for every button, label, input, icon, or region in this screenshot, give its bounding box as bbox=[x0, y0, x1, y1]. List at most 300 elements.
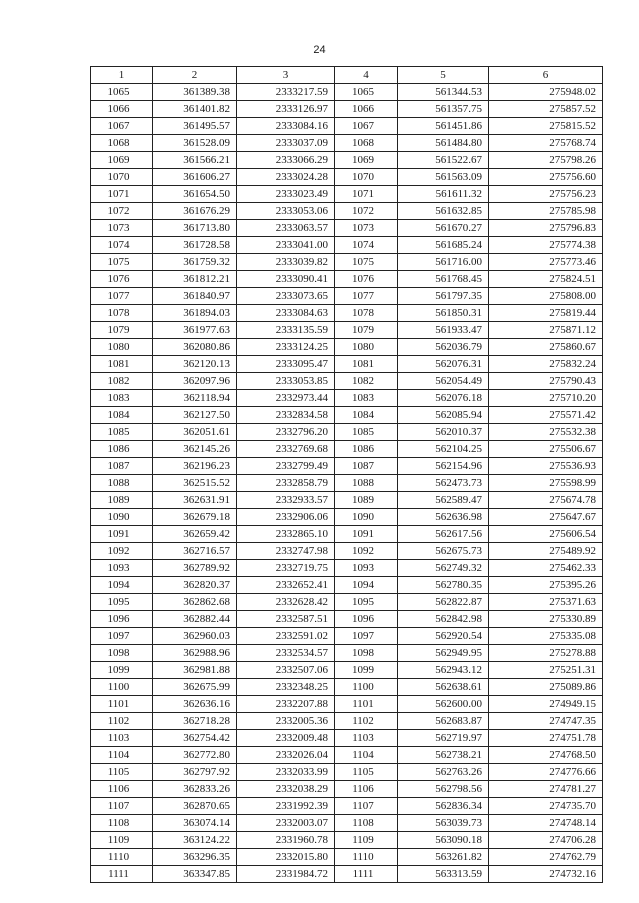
point-number-b: 1107 bbox=[335, 798, 398, 815]
y-coordinate-b: 274735.70 bbox=[489, 798, 603, 815]
y-coordinate-a: 2332858.79 bbox=[237, 475, 335, 492]
table-row bbox=[91, 747, 603, 764]
y-coordinate-b: 275774.38 bbox=[489, 237, 603, 254]
y-coordinate-a: 2332026.04 bbox=[237, 747, 335, 764]
point-number-b: 1099 bbox=[335, 662, 398, 679]
y-coordinate-a: 2332769.68 bbox=[237, 441, 335, 458]
x-coordinate-a: 362718.28 bbox=[153, 713, 237, 730]
point-number-a: 1071 bbox=[91, 186, 153, 203]
y-coordinate-a: 2333217.59 bbox=[237, 84, 335, 101]
table-row bbox=[91, 220, 603, 237]
y-coordinate-b: 275335.08 bbox=[489, 628, 603, 645]
table-row bbox=[91, 781, 603, 798]
y-coordinate-b: 274751.78 bbox=[489, 730, 603, 747]
x-coordinate-a: 362515.52 bbox=[153, 475, 237, 492]
table-row bbox=[91, 84, 603, 101]
point-number-a: 1099 bbox=[91, 662, 153, 679]
point-number-a: 1076 bbox=[91, 271, 153, 288]
y-coordinate-b: 275371.63 bbox=[489, 594, 603, 611]
point-number-b: 1073 bbox=[335, 220, 398, 237]
x-coordinate-a: 361977.63 bbox=[153, 322, 237, 339]
table-row bbox=[91, 543, 603, 560]
x-coordinate-a: 362754.42 bbox=[153, 730, 237, 747]
x-coordinate-b: 563090.18 bbox=[398, 832, 489, 849]
x-coordinate-a: 362833.26 bbox=[153, 781, 237, 798]
point-number-a: 1100 bbox=[91, 679, 153, 696]
x-coordinate-a: 362882.44 bbox=[153, 611, 237, 628]
y-coordinate-a: 2332865.10 bbox=[237, 526, 335, 543]
x-coordinate-a: 363296.35 bbox=[153, 849, 237, 866]
y-coordinate-a: 2332003.07 bbox=[237, 815, 335, 832]
point-number-a: 1084 bbox=[91, 407, 153, 424]
point-number-a: 1108 bbox=[91, 815, 153, 832]
y-coordinate-b: 275796.83 bbox=[489, 220, 603, 237]
x-coordinate-a: 361401.82 bbox=[153, 101, 237, 118]
point-number-b: 1087 bbox=[335, 458, 398, 475]
point-number-b: 1096 bbox=[335, 611, 398, 628]
point-number-b: 1108 bbox=[335, 815, 398, 832]
point-number-b: 1082 bbox=[335, 373, 398, 390]
x-coordinate-b: 561611.32 bbox=[398, 186, 489, 203]
point-number-a: 1109 bbox=[91, 832, 153, 849]
point-number-b: 1085 bbox=[335, 424, 398, 441]
point-number-b: 1111 bbox=[335, 866, 398, 883]
y-coordinate-b: 275647.67 bbox=[489, 509, 603, 526]
x-coordinate-a: 362820.37 bbox=[153, 577, 237, 594]
x-coordinate-b: 562780.35 bbox=[398, 577, 489, 594]
x-coordinate-b: 561768.45 bbox=[398, 271, 489, 288]
x-coordinate-b: 561933.47 bbox=[398, 322, 489, 339]
y-coordinate-a: 2332933.57 bbox=[237, 492, 335, 509]
point-number-a: 1101 bbox=[91, 696, 153, 713]
table-row bbox=[91, 271, 603, 288]
x-coordinate-a: 363124.22 bbox=[153, 832, 237, 849]
point-number-a: 1103 bbox=[91, 730, 153, 747]
point-number-a: 1104 bbox=[91, 747, 153, 764]
x-coordinate-a: 361713.80 bbox=[153, 220, 237, 237]
y-coordinate-b: 275832.24 bbox=[489, 356, 603, 373]
point-number-a: 1089 bbox=[91, 492, 153, 509]
x-coordinate-a: 361759.32 bbox=[153, 254, 237, 271]
table-row bbox=[91, 832, 603, 849]
y-coordinate-b: 275395.26 bbox=[489, 577, 603, 594]
x-coordinate-b: 562104.25 bbox=[398, 441, 489, 458]
y-coordinate-b: 274747.35 bbox=[489, 713, 603, 730]
point-number-b: 1076 bbox=[335, 271, 398, 288]
y-coordinate-a: 2332796.20 bbox=[237, 424, 335, 441]
y-coordinate-b: 275532.38 bbox=[489, 424, 603, 441]
table-row bbox=[91, 492, 603, 509]
point-number-b: 1083 bbox=[335, 390, 398, 407]
x-coordinate-b: 562836.34 bbox=[398, 798, 489, 815]
x-coordinate-a: 361676.29 bbox=[153, 203, 237, 220]
table-row bbox=[91, 509, 603, 526]
table-row bbox=[91, 815, 603, 832]
table-row bbox=[91, 305, 603, 322]
point-number-a: 1096 bbox=[91, 611, 153, 628]
y-coordinate-b: 274776.66 bbox=[489, 764, 603, 781]
point-number-a: 1088 bbox=[91, 475, 153, 492]
point-number-b: 1080 bbox=[335, 339, 398, 356]
y-coordinate-b: 274748.14 bbox=[489, 815, 603, 832]
y-coordinate-a: 2332015.80 bbox=[237, 849, 335, 866]
y-coordinate-a: 2332747.98 bbox=[237, 543, 335, 560]
header-col-6: 6 bbox=[489, 67, 603, 84]
y-coordinate-b: 275808.00 bbox=[489, 288, 603, 305]
y-coordinate-b: 275251.31 bbox=[489, 662, 603, 679]
x-coordinate-b: 561522.67 bbox=[398, 152, 489, 169]
x-coordinate-a: 362870.65 bbox=[153, 798, 237, 815]
y-coordinate-b: 274706.28 bbox=[489, 832, 603, 849]
x-coordinate-a: 362051.61 bbox=[153, 424, 237, 441]
y-coordinate-b: 275606.54 bbox=[489, 526, 603, 543]
y-coordinate-b: 275462.33 bbox=[489, 560, 603, 577]
x-coordinate-a: 362988.96 bbox=[153, 645, 237, 662]
point-number-a: 1067 bbox=[91, 118, 153, 135]
y-coordinate-a: 2332587.51 bbox=[237, 611, 335, 628]
point-number-a: 1110 bbox=[91, 849, 153, 866]
point-number-b: 1101 bbox=[335, 696, 398, 713]
table-row bbox=[91, 628, 603, 645]
y-coordinate-a: 2333024.28 bbox=[237, 169, 335, 186]
point-number-a: 1097 bbox=[91, 628, 153, 645]
y-coordinate-b: 275506.67 bbox=[489, 441, 603, 458]
y-coordinate-a: 2332906.06 bbox=[237, 509, 335, 526]
x-coordinate-b: 562473.73 bbox=[398, 475, 489, 492]
y-coordinate-a: 2333095.47 bbox=[237, 356, 335, 373]
point-number-b: 1072 bbox=[335, 203, 398, 220]
table-row bbox=[91, 322, 603, 339]
point-number-a: 1069 bbox=[91, 152, 153, 169]
point-number-a: 1098 bbox=[91, 645, 153, 662]
x-coordinate-a: 361566.21 bbox=[153, 152, 237, 169]
x-coordinate-a: 362862.68 bbox=[153, 594, 237, 611]
x-coordinate-b: 562154.96 bbox=[398, 458, 489, 475]
x-coordinate-b: 561484.80 bbox=[398, 135, 489, 152]
x-coordinate-a: 362679.18 bbox=[153, 509, 237, 526]
x-coordinate-b: 561797.35 bbox=[398, 288, 489, 305]
x-coordinate-a: 362080.86 bbox=[153, 339, 237, 356]
x-coordinate-a: 362636.16 bbox=[153, 696, 237, 713]
table-row bbox=[91, 730, 603, 747]
x-coordinate-b: 563313.59 bbox=[398, 866, 489, 883]
point-number-b: 1109 bbox=[335, 832, 398, 849]
y-coordinate-a: 2332719.75 bbox=[237, 560, 335, 577]
point-number-b: 1095 bbox=[335, 594, 398, 611]
x-coordinate-b: 561344.53 bbox=[398, 84, 489, 101]
point-number-b: 1066 bbox=[335, 101, 398, 118]
point-number-a: 1077 bbox=[91, 288, 153, 305]
y-coordinate-a: 2333053.85 bbox=[237, 373, 335, 390]
y-coordinate-b: 274768.50 bbox=[489, 747, 603, 764]
y-coordinate-a: 2331960.78 bbox=[237, 832, 335, 849]
x-coordinate-a: 361495.57 bbox=[153, 118, 237, 135]
x-coordinate-b: 562638.61 bbox=[398, 679, 489, 696]
y-coordinate-a: 2333037.09 bbox=[237, 135, 335, 152]
table-row bbox=[91, 458, 603, 475]
x-coordinate-b: 562589.47 bbox=[398, 492, 489, 509]
point-number-a: 1107 bbox=[91, 798, 153, 815]
x-coordinate-b: 561357.75 bbox=[398, 101, 489, 118]
x-coordinate-b: 563039.73 bbox=[398, 815, 489, 832]
y-coordinate-b: 275948.02 bbox=[489, 84, 603, 101]
point-number-b: 1093 bbox=[335, 560, 398, 577]
y-coordinate-b: 275768.74 bbox=[489, 135, 603, 152]
y-coordinate-b: 275756.60 bbox=[489, 169, 603, 186]
x-coordinate-a: 362118.94 bbox=[153, 390, 237, 407]
x-coordinate-a: 363074.14 bbox=[153, 815, 237, 832]
x-coordinate-b: 561632.85 bbox=[398, 203, 489, 220]
point-number-b: 1068 bbox=[335, 135, 398, 152]
x-coordinate-b: 562719.97 bbox=[398, 730, 489, 747]
y-coordinate-a: 2332834.58 bbox=[237, 407, 335, 424]
table-row bbox=[91, 560, 603, 577]
point-number-a: 1094 bbox=[91, 577, 153, 594]
point-number-b: 1098 bbox=[335, 645, 398, 662]
y-coordinate-a: 2332038.29 bbox=[237, 781, 335, 798]
point-number-b: 1105 bbox=[335, 764, 398, 781]
x-coordinate-b: 562822.87 bbox=[398, 594, 489, 611]
table-row bbox=[91, 475, 603, 492]
x-coordinate-a: 362196.23 bbox=[153, 458, 237, 475]
x-coordinate-b: 562749.32 bbox=[398, 560, 489, 577]
x-coordinate-a: 362716.57 bbox=[153, 543, 237, 560]
table-row bbox=[91, 662, 603, 679]
y-coordinate-a: 2331984.72 bbox=[237, 866, 335, 883]
header-col-2: 2 bbox=[153, 67, 237, 84]
y-coordinate-a: 2333084.63 bbox=[237, 305, 335, 322]
x-coordinate-a: 361812.21 bbox=[153, 271, 237, 288]
point-number-a: 1083 bbox=[91, 390, 153, 407]
y-coordinate-a: 2332628.42 bbox=[237, 594, 335, 611]
point-number-b: 1097 bbox=[335, 628, 398, 645]
table-row bbox=[91, 866, 603, 883]
point-number-a: 1092 bbox=[91, 543, 153, 560]
y-coordinate-a: 2333053.06 bbox=[237, 203, 335, 220]
point-number-b: 1075 bbox=[335, 254, 398, 271]
header-col-5: 5 bbox=[398, 67, 489, 84]
table-row bbox=[91, 424, 603, 441]
x-coordinate-a: 362797.92 bbox=[153, 764, 237, 781]
y-coordinate-b: 274732.16 bbox=[489, 866, 603, 883]
y-coordinate-b: 275674.78 bbox=[489, 492, 603, 509]
y-coordinate-a: 2332591.02 bbox=[237, 628, 335, 645]
point-number-a: 1090 bbox=[91, 509, 153, 526]
point-number-a: 1106 bbox=[91, 781, 153, 798]
point-number-b: 1070 bbox=[335, 169, 398, 186]
y-coordinate-a: 2332973.44 bbox=[237, 390, 335, 407]
table-row bbox=[91, 288, 603, 305]
point-number-a: 1078 bbox=[91, 305, 153, 322]
point-number-b: 1077 bbox=[335, 288, 398, 305]
y-coordinate-b: 275756.23 bbox=[489, 186, 603, 203]
point-number-b: 1091 bbox=[335, 526, 398, 543]
point-number-a: 1080 bbox=[91, 339, 153, 356]
table-row bbox=[91, 407, 603, 424]
y-coordinate-b: 275536.93 bbox=[489, 458, 603, 475]
x-coordinate-a: 362097.96 bbox=[153, 373, 237, 390]
x-coordinate-b: 562076.31 bbox=[398, 356, 489, 373]
y-coordinate-a: 2332009.48 bbox=[237, 730, 335, 747]
y-coordinate-b: 275790.43 bbox=[489, 373, 603, 390]
table-row bbox=[91, 356, 603, 373]
y-coordinate-b: 275598.99 bbox=[489, 475, 603, 492]
x-coordinate-b: 562076.18 bbox=[398, 390, 489, 407]
y-coordinate-b: 275571.42 bbox=[489, 407, 603, 424]
y-coordinate-a: 2333124.25 bbox=[237, 339, 335, 356]
x-coordinate-a: 362981.88 bbox=[153, 662, 237, 679]
x-coordinate-a: 361389.38 bbox=[153, 84, 237, 101]
point-number-b: 1079 bbox=[335, 322, 398, 339]
point-number-b: 1092 bbox=[335, 543, 398, 560]
point-number-b: 1078 bbox=[335, 305, 398, 322]
y-coordinate-a: 2332507.06 bbox=[237, 662, 335, 679]
x-coordinate-a: 362675.99 bbox=[153, 679, 237, 696]
point-number-a: 1065 bbox=[91, 84, 153, 101]
point-number-a: 1082 bbox=[91, 373, 153, 390]
point-number-a: 1095 bbox=[91, 594, 153, 611]
table-row bbox=[91, 169, 603, 186]
point-number-a: 1086 bbox=[91, 441, 153, 458]
x-coordinate-b: 561451.86 bbox=[398, 118, 489, 135]
point-number-b: 1086 bbox=[335, 441, 398, 458]
x-coordinate-b: 562683.87 bbox=[398, 713, 489, 730]
table-row bbox=[91, 373, 603, 390]
x-coordinate-b: 562036.79 bbox=[398, 339, 489, 356]
point-number-b: 1110 bbox=[335, 849, 398, 866]
x-coordinate-a: 363347.85 bbox=[153, 866, 237, 883]
x-coordinate-b: 561563.09 bbox=[398, 169, 489, 186]
x-coordinate-b: 562763.26 bbox=[398, 764, 489, 781]
point-number-a: 1068 bbox=[91, 135, 153, 152]
point-number-a: 1091 bbox=[91, 526, 153, 543]
x-coordinate-a: 362960.03 bbox=[153, 628, 237, 645]
x-coordinate-a: 362789.92 bbox=[153, 560, 237, 577]
table-row bbox=[91, 764, 603, 781]
point-number-b: 1069 bbox=[335, 152, 398, 169]
table-row bbox=[91, 526, 603, 543]
header-col-3: 3 bbox=[237, 67, 335, 84]
point-number-a: 1102 bbox=[91, 713, 153, 730]
x-coordinate-a: 361528.09 bbox=[153, 135, 237, 152]
point-number-b: 1103 bbox=[335, 730, 398, 747]
table-row bbox=[91, 254, 603, 271]
x-coordinate-b: 562798.56 bbox=[398, 781, 489, 798]
table-row bbox=[91, 679, 603, 696]
y-coordinate-b: 275815.52 bbox=[489, 118, 603, 135]
y-coordinate-a: 2333041.00 bbox=[237, 237, 335, 254]
point-number-b: 1100 bbox=[335, 679, 398, 696]
x-coordinate-a: 361606.27 bbox=[153, 169, 237, 186]
y-coordinate-b: 275773.46 bbox=[489, 254, 603, 271]
x-coordinate-a: 361728.58 bbox=[153, 237, 237, 254]
point-number-a: 1081 bbox=[91, 356, 153, 373]
x-coordinate-b: 562738.21 bbox=[398, 747, 489, 764]
point-number-b: 1088 bbox=[335, 475, 398, 492]
y-coordinate-b: 275785.98 bbox=[489, 203, 603, 220]
y-coordinate-a: 2333066.29 bbox=[237, 152, 335, 169]
point-number-a: 1085 bbox=[91, 424, 153, 441]
y-coordinate-b: 275824.51 bbox=[489, 271, 603, 288]
y-coordinate-a: 2333126.97 bbox=[237, 101, 335, 118]
x-coordinate-b: 562943.12 bbox=[398, 662, 489, 679]
x-coordinate-a: 361840.97 bbox=[153, 288, 237, 305]
y-coordinate-a: 2333090.41 bbox=[237, 271, 335, 288]
point-number-a: 1075 bbox=[91, 254, 153, 271]
y-coordinate-b: 274949.15 bbox=[489, 696, 603, 713]
y-coordinate-b: 275278.88 bbox=[489, 645, 603, 662]
x-coordinate-a: 362772.80 bbox=[153, 747, 237, 764]
point-number-b: 1074 bbox=[335, 237, 398, 254]
point-number-a: 1066 bbox=[91, 101, 153, 118]
y-coordinate-b: 275710.20 bbox=[489, 390, 603, 407]
x-coordinate-a: 362631.91 bbox=[153, 492, 237, 509]
table-row bbox=[91, 339, 603, 356]
point-number-a: 1111 bbox=[91, 866, 153, 883]
table-row bbox=[91, 577, 603, 594]
x-coordinate-b: 561850.31 bbox=[398, 305, 489, 322]
y-coordinate-a: 2331992.39 bbox=[237, 798, 335, 815]
x-coordinate-b: 561716.00 bbox=[398, 254, 489, 271]
y-coordinate-a: 2332348.25 bbox=[237, 679, 335, 696]
x-coordinate-a: 361894.03 bbox=[153, 305, 237, 322]
y-coordinate-b: 275330.89 bbox=[489, 611, 603, 628]
x-coordinate-b: 562600.00 bbox=[398, 696, 489, 713]
x-coordinate-b: 562617.56 bbox=[398, 526, 489, 543]
coordinates-table bbox=[90, 66, 603, 883]
table-row bbox=[91, 696, 603, 713]
point-number-b: 1089 bbox=[335, 492, 398, 509]
y-coordinate-a: 2333073.65 bbox=[237, 288, 335, 305]
y-coordinate-b: 275089.86 bbox=[489, 679, 603, 696]
x-coordinate-a: 362120.13 bbox=[153, 356, 237, 373]
y-coordinate-b: 275489.92 bbox=[489, 543, 603, 560]
y-coordinate-a: 2332534.57 bbox=[237, 645, 335, 662]
y-coordinate-b: 275871.12 bbox=[489, 322, 603, 339]
table-row bbox=[91, 203, 603, 220]
point-number-a: 1074 bbox=[91, 237, 153, 254]
table-row bbox=[91, 611, 603, 628]
x-coordinate-a: 362145.26 bbox=[153, 441, 237, 458]
point-number-b: 1081 bbox=[335, 356, 398, 373]
x-coordinate-b: 562675.73 bbox=[398, 543, 489, 560]
point-number-a: 1072 bbox=[91, 203, 153, 220]
table-row bbox=[91, 849, 603, 866]
x-coordinate-b: 562949.95 bbox=[398, 645, 489, 662]
x-coordinate-a: 361654.50 bbox=[153, 186, 237, 203]
y-coordinate-a: 2332207.88 bbox=[237, 696, 335, 713]
y-coordinate-b: 275860.67 bbox=[489, 339, 603, 356]
x-coordinate-b: 562920.54 bbox=[398, 628, 489, 645]
point-number-b: 1065 bbox=[335, 84, 398, 101]
table-row bbox=[91, 135, 603, 152]
y-coordinate-a: 2333135.59 bbox=[237, 322, 335, 339]
x-coordinate-a: 362127.50 bbox=[153, 407, 237, 424]
point-number-b: 1104 bbox=[335, 747, 398, 764]
point-number-b: 1094 bbox=[335, 577, 398, 594]
y-coordinate-b: 275857.52 bbox=[489, 101, 603, 118]
x-coordinate-b: 562054.49 bbox=[398, 373, 489, 390]
x-coordinate-b: 561685.24 bbox=[398, 237, 489, 254]
point-number-b: 1067 bbox=[335, 118, 398, 135]
y-coordinate-a: 2332799.49 bbox=[237, 458, 335, 475]
y-coordinate-a: 2333023.49 bbox=[237, 186, 335, 203]
point-number-b: 1090 bbox=[335, 509, 398, 526]
table-row bbox=[91, 118, 603, 135]
y-coordinate-a: 2332652.41 bbox=[237, 577, 335, 594]
table-row bbox=[91, 237, 603, 254]
point-number-a: 1070 bbox=[91, 169, 153, 186]
